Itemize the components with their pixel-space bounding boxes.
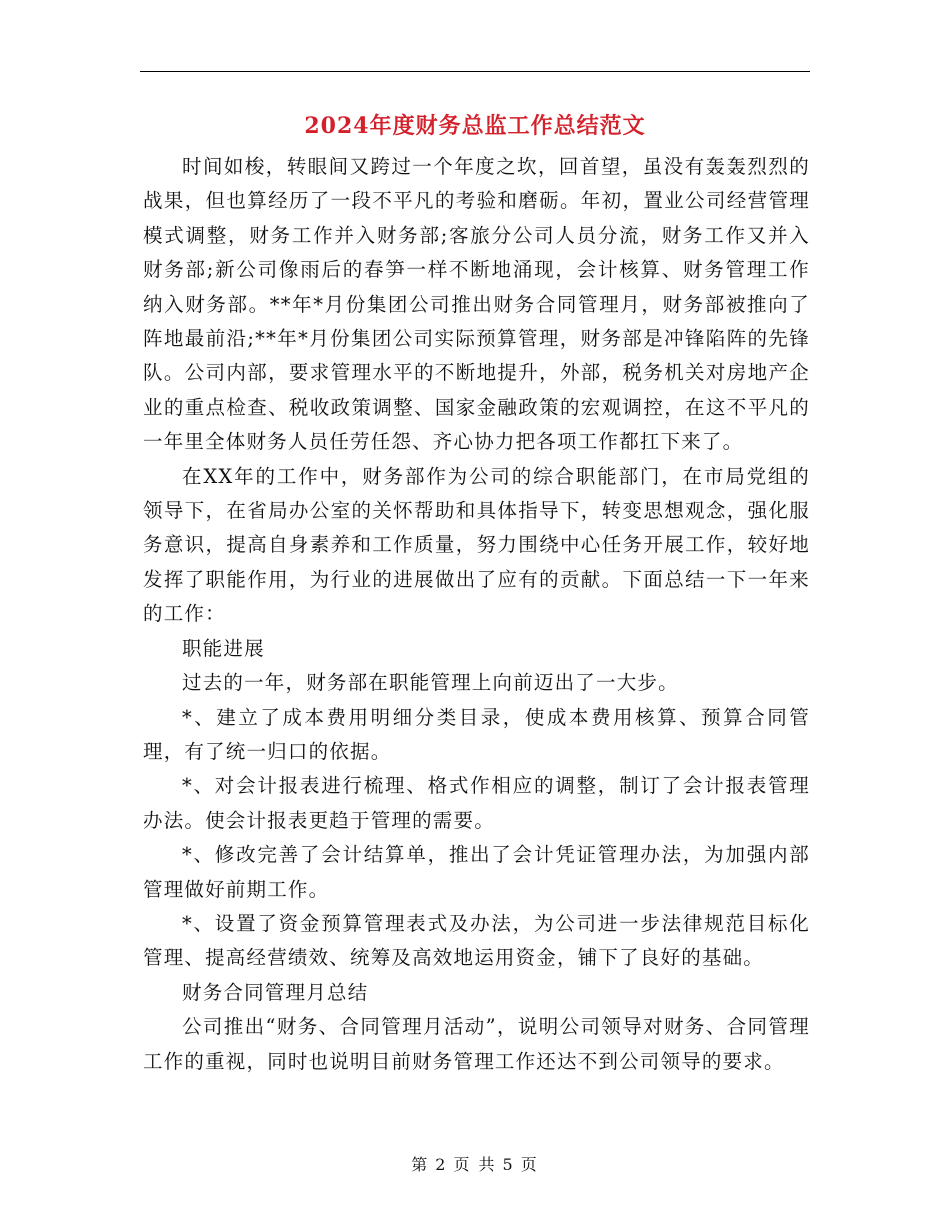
total-pages: 5 bbox=[502, 1155, 515, 1174]
list-item: *、建立了成本费用明细分类目录，使成本费用核算、预算合同管理，有了统一归口的依据。 bbox=[143, 705, 810, 763]
section-heading-function: 职能进展 bbox=[182, 636, 265, 660]
list-item: *、设置了资金预算管理表式及办法，为公司进一步法律规范目标化管理、提高经营绩效、统筹及高效地运用资金，铺下了良好的基础。 bbox=[143, 911, 810, 970]
paragraph-function-summary: 过去的一年，财务部在职能管理上向前迈出了一大步。 bbox=[182, 671, 679, 695]
paragraph-contract-month: 公司推出“财务、合同管理月活动”，说明公司领导对财务、合同管理工作的重视，同时也说明目前财务管理工作还达不到公司领导的要求。 bbox=[143, 1015, 810, 1073]
page-title: 2024年度财务总监工作总结范文 bbox=[304, 113, 646, 139]
footer-middle: 页 共 bbox=[453, 1155, 497, 1174]
section-heading-contract-month: 财务合同管理月总结 bbox=[182, 980, 369, 1004]
page-footer bbox=[0, 1152, 950, 1175]
list-item: *、修改完善了会计结算单，推出了会计凭证管理办法，为加强内部管理做好前期工作。 bbox=[143, 843, 810, 901]
paragraph-intro: 时间如梭，转眼间又跨过一个年度之坎，回首望，虽没有轰轰烈烈的战果，但也算经历了一段不平凡的考验和磨砺。年初，置业公司经营管理模式调整，财务工作并入财务部;客旅分公司人员分流，财务工作又并入财务部;新公司像雨后的春笋一样不断地涌现，会计核算、财务管理工作纳入财务部。**年*月份集团公司推出财务合同管理月，财务部被推向了阵地最前沿;**年*月份集团公司实际预算管理，财务部是冲锋陷阵的先锋队。公司内部，要求管理水平的不断地提升，外部，税务机关对房地产企业的重点检查、税收政策调整、国家金融政策的宏观调控，在这不平凡的一年里全体财务人员任劳任怨、齐心协力把各项工作都扛下来了。 bbox=[143, 155, 810, 454]
footer-suffix: 页 bbox=[520, 1155, 539, 1174]
header-rule bbox=[140, 71, 810, 72]
document-body bbox=[143, 150, 810, 1079]
page-number: 2 bbox=[435, 1155, 448, 1174]
list-item: *、对会计报表进行梳理、格式作相应的调整，制订了会计报表管理办法。使会计报表更趋于管理的需要。 bbox=[143, 774, 810, 832]
footer-prefix: 第 bbox=[411, 1155, 430, 1174]
paragraph-overview: 在XX年的工作中，财务部作为公司的综合职能部门，在市局党组的领导下，在省局办公室的关怀帮助和具体指导下，转变思想观念，强化服务意识，提高自身素养和工作质量，努力围绕中心任务开展工作，较好地发挥了职能作用，为行业的进展做出了应有的贡献。下面总结一下一年来的工作： bbox=[143, 464, 810, 626]
